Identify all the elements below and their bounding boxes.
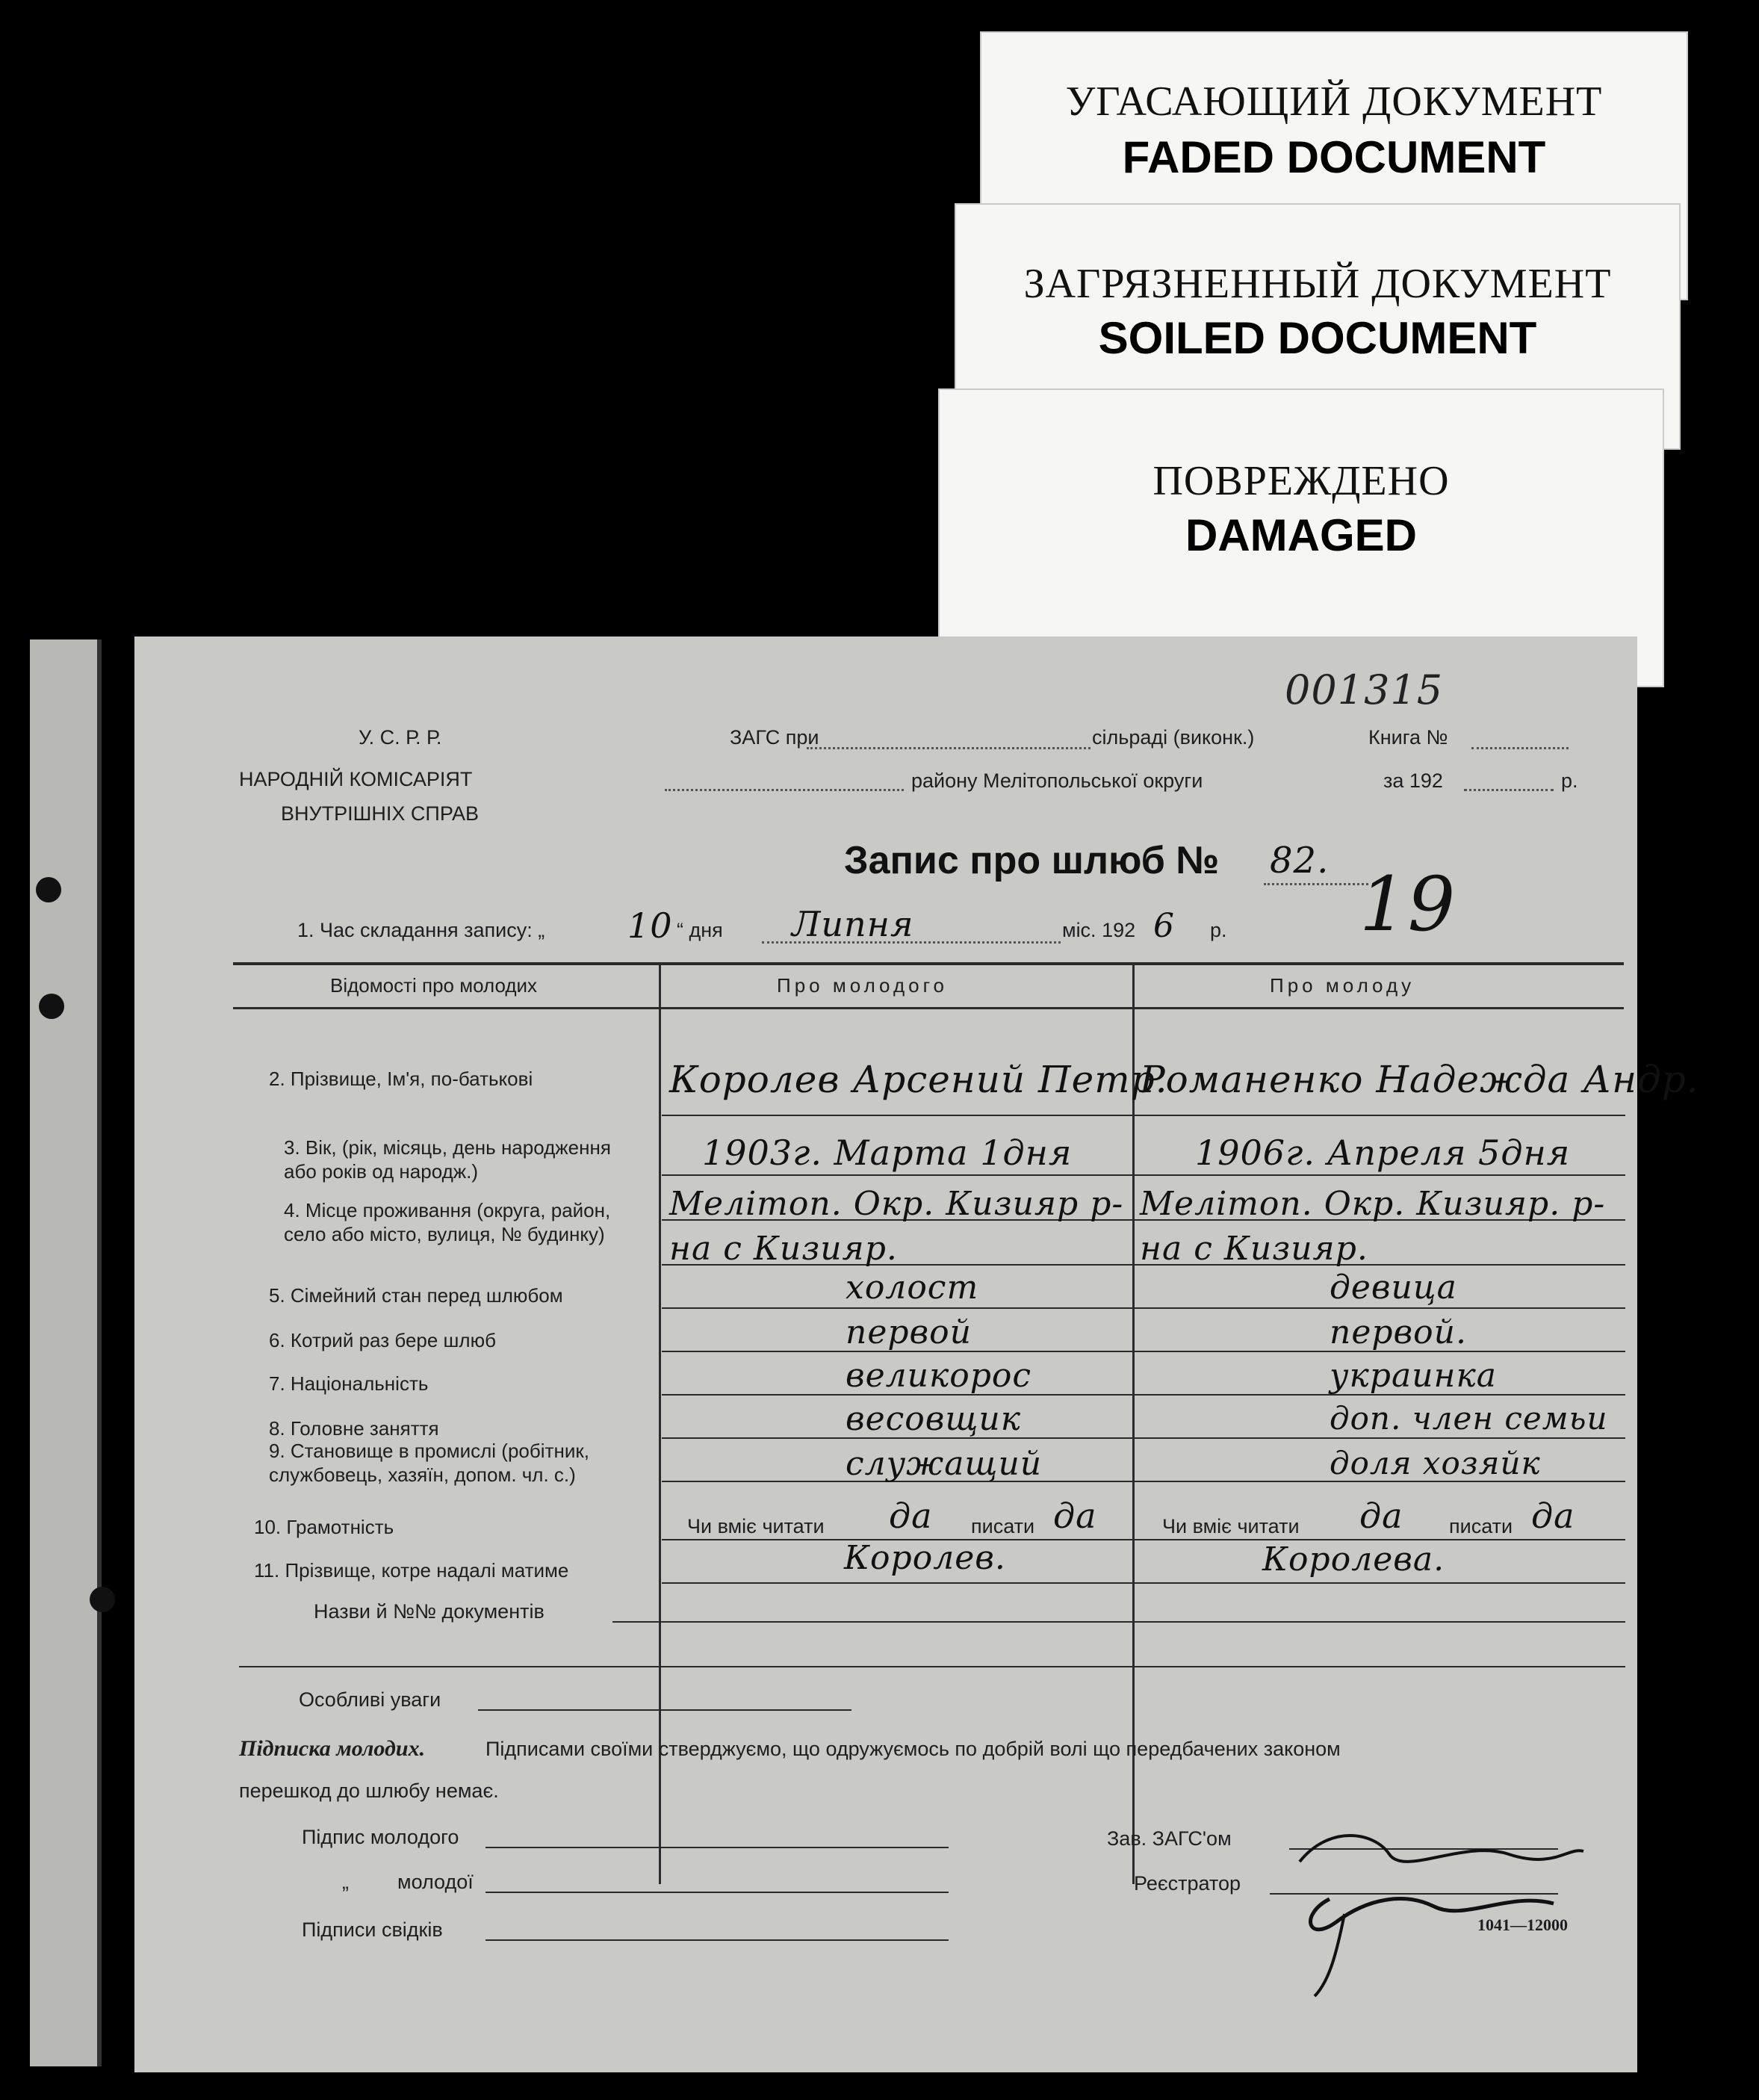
bride-literacy-read: да <box>1359 1496 1403 1536</box>
declaration-heading: Підписка молодих. <box>239 1736 426 1761</box>
stamp-number: 001315 <box>1285 666 1444 713</box>
groom-marriage-count: первой <box>846 1313 972 1351</box>
documents-label: Назви й №№ документів <box>314 1600 545 1623</box>
usrr-header: У. С. Р. Р. <box>359 726 442 749</box>
row-label-future-surname: 11. Прізвище, котре надалі матиме <box>254 1559 569 1582</box>
damaged-label-ru: ПОВРЕЖДЕНО <box>1152 458 1450 504</box>
bride-marital-status: девица <box>1330 1269 1457 1307</box>
margin-number: 19 <box>1359 861 1456 948</box>
row-label-position: 9. Становище в промислі (робітник, службовець, хазяїн, допом. чл. с.) <box>269 1440 589 1486</box>
print-code: 1041—12000 <box>1477 1915 1568 1934</box>
bride-position: доля хозяйк <box>1330 1445 1541 1481</box>
year-suffix: р. <box>1561 769 1578 792</box>
bride-occupation: доп. член семьи <box>1330 1400 1608 1437</box>
punch-hole <box>39 994 64 1019</box>
row-label-occupation: 8. Головне заняття <box>269 1417 439 1440</box>
record-year-suffix: р. <box>1210 919 1227 941</box>
zags-label: ЗАГС при <box>730 726 819 749</box>
registrar-signature-scribble <box>1285 1809 1598 2004</box>
year-label: за 192 <box>1383 769 1443 792</box>
page-title: Запис про шлюб № <box>844 839 1220 882</box>
bride-marriage-count: первой. <box>1330 1313 1467 1351</box>
declaration-text-1: Підписами своїми стверджуємо, що одружуємось по добрій волі що передбачених законом <box>485 1738 1341 1760</box>
bride-name: Романенко Надежда Андр. <box>1140 1058 1699 1101</box>
registrar-signature-label: Реєстратор <box>1134 1872 1241 1895</box>
silrada-label: сільраді (виконк.) <box>1092 726 1255 749</box>
record-day: 10 <box>627 905 673 946</box>
record-number: 82. <box>1270 840 1330 882</box>
row-label-residence: 4. Місце проживання (округа, район, село або місто, вулиця, № будинку) <box>284 1199 611 1245</box>
head-signature-label: Зав. ЗАГС'ом <box>1107 1827 1232 1850</box>
row-label-marital-status: 5. Сімейний стан перед шлюбом <box>269 1284 563 1307</box>
commissariat-line-1: НАРОДНІЙ КОМІСАРІЯТ <box>239 768 473 790</box>
punch-hole <box>90 1587 115 1612</box>
bride-signature-prefix: „ <box>342 1871 349 1893</box>
witnesses-signature-label: Підписи свідків <box>302 1918 443 1941</box>
row-label-age: 3. Вік, (рік, місяць, день народження або років од народж.) <box>284 1136 611 1183</box>
groom-residence: Мелітоп. Окр. Кизияр р-на с Кизияр. <box>669 1185 1124 1268</box>
soiled-label-ru: ЗАГРЯЗНЕННЫЙ ДОКУМЕНТ <box>1023 261 1612 307</box>
soiled-label-en: SOILED DOCUMENT <box>1098 313 1537 363</box>
groom-occupation: весовщик <box>846 1400 1022 1438</box>
damaged-label-en: DAMAGED <box>1185 510 1417 560</box>
faded-label-en: FADED DOCUMENT <box>1122 132 1546 182</box>
bride-signature-label: молодої <box>397 1871 474 1893</box>
record-year-digit: 6 <box>1153 907 1175 945</box>
remarks-label: Особливі уваги <box>299 1688 441 1711</box>
record-month: Липня <box>792 904 914 944</box>
bride-future-surname: Королева. <box>1262 1540 1445 1579</box>
row-label-name: 2. Прізвище, Ім'я, по-батькові <box>269 1068 533 1090</box>
binding-strip <box>30 639 102 2066</box>
groom-future-surname: Королев. <box>844 1539 1006 1577</box>
groom-name: Королев Арсений Петр. <box>669 1058 1168 1101</box>
declaration-text-2: перешкод до шлюбу немає. <box>239 1780 499 1802</box>
groom-literacy-read-label: Чи вміє читати <box>687 1515 825 1537</box>
groom-literacy-write: да <box>1053 1496 1097 1536</box>
groom-literacy-read: да <box>889 1496 933 1536</box>
groom-marital-status: холост <box>846 1269 979 1307</box>
faded-label-ru: УГАСАЮЩИЙ ДОКУМЕНТ <box>1065 78 1603 125</box>
punch-hole <box>36 877 61 902</box>
record-day-suffix: “ дня <box>677 919 723 941</box>
col-header-groom: Про молодого <box>777 974 948 997</box>
bride-literacy-read-label: Чи вміє читати <box>1162 1515 1300 1537</box>
bride-literacy-write: да <box>1531 1496 1575 1536</box>
row-label-marriage-count: 6. Котрий раз бере шлюб <box>269 1329 496 1351</box>
row-label-nationality: 7. Національність <box>269 1372 429 1395</box>
groom-signature-label: Підпис молодого <box>302 1826 459 1848</box>
groom-nationality: великорос <box>846 1357 1032 1395</box>
record-misc: міс. 192 <box>1062 919 1136 941</box>
book-label: Книга № <box>1368 726 1448 749</box>
bride-residence: Мелітоп. Окр. Кизияр. р-на с Кизияр. <box>1140 1185 1606 1268</box>
record-time-label: 1. Час складання запису: „ <box>297 919 545 941</box>
marriage-record-form <box>134 636 1699 2072</box>
groom-position: служащий <box>846 1445 1043 1483</box>
commissariat-line-2: ВНУТРІШНІХ СПРАВ <box>281 802 480 825</box>
bride-birth: 1906г. Апреля 5дня <box>1195 1133 1571 1173</box>
col-header-bride: Про молоду <box>1270 974 1415 997</box>
col-header-info: Відомості про молодих <box>330 974 538 997</box>
raion-label: району Мелітопольської округи <box>911 769 1203 792</box>
groom-birth: 1903г. Марта 1дня <box>702 1133 1073 1173</box>
bride-nationality: украинка <box>1330 1357 1498 1395</box>
bride-literacy-write-label: писати <box>1449 1515 1513 1537</box>
groom-literacy-write-label: писати <box>971 1515 1035 1537</box>
row-label-literacy: 10. Грамотність <box>254 1516 394 1538</box>
